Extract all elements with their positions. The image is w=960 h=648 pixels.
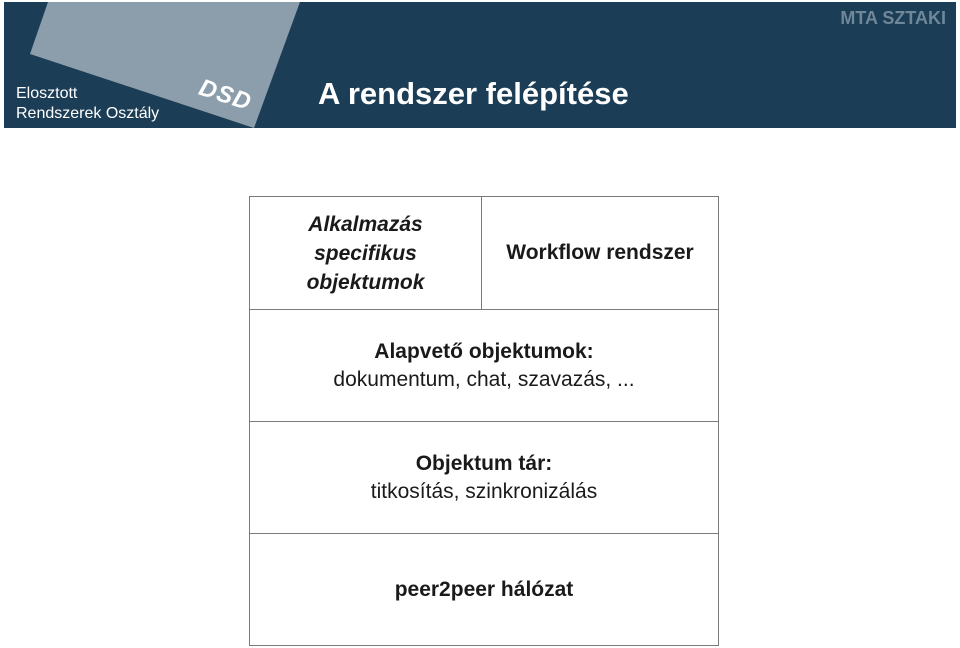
- workflow-system-label: Workflow rendszer: [506, 241, 694, 264]
- p2p-network-title: peer2peer hálózat: [394, 577, 574, 601]
- app-label-line-1: Alkalmazás: [308, 212, 423, 236]
- org-name: MTA SZTAKI: [840, 8, 946, 28]
- department-name: [16, 84, 159, 124]
- layer-object-store: [250, 422, 718, 534]
- workflow-system-box: [482, 197, 718, 309]
- dsd-logo: DSD: [195, 74, 256, 117]
- header-bar: [4, 2, 956, 128]
- page-title: A rendszer felépítése: [318, 76, 629, 111]
- layer-application: [250, 197, 718, 310]
- app-specific-objects-label: [307, 210, 425, 297]
- app-label-line-3: objektumok: [306, 270, 425, 294]
- basic-objects-subtitle: dokumentum, chat, szavazás, ...: [333, 367, 635, 391]
- object-store-subtitle: titkosítás, szinkronizálás: [370, 479, 598, 503]
- basic-objects-title: Alapvető objektumok:: [374, 339, 594, 363]
- layer-basic-objects: [250, 310, 718, 422]
- app-specific-objects-box: [250, 197, 482, 309]
- object-store-title: Objektum tár:: [415, 451, 553, 475]
- app-label-line-2: specifikus: [314, 241, 417, 265]
- department-line-2: Rendszerek Osztály: [16, 105, 160, 122]
- department-line-1: Elosztott: [16, 85, 78, 102]
- architecture-diagram: [249, 196, 719, 646]
- layer-p2p-network: [250, 534, 718, 645]
